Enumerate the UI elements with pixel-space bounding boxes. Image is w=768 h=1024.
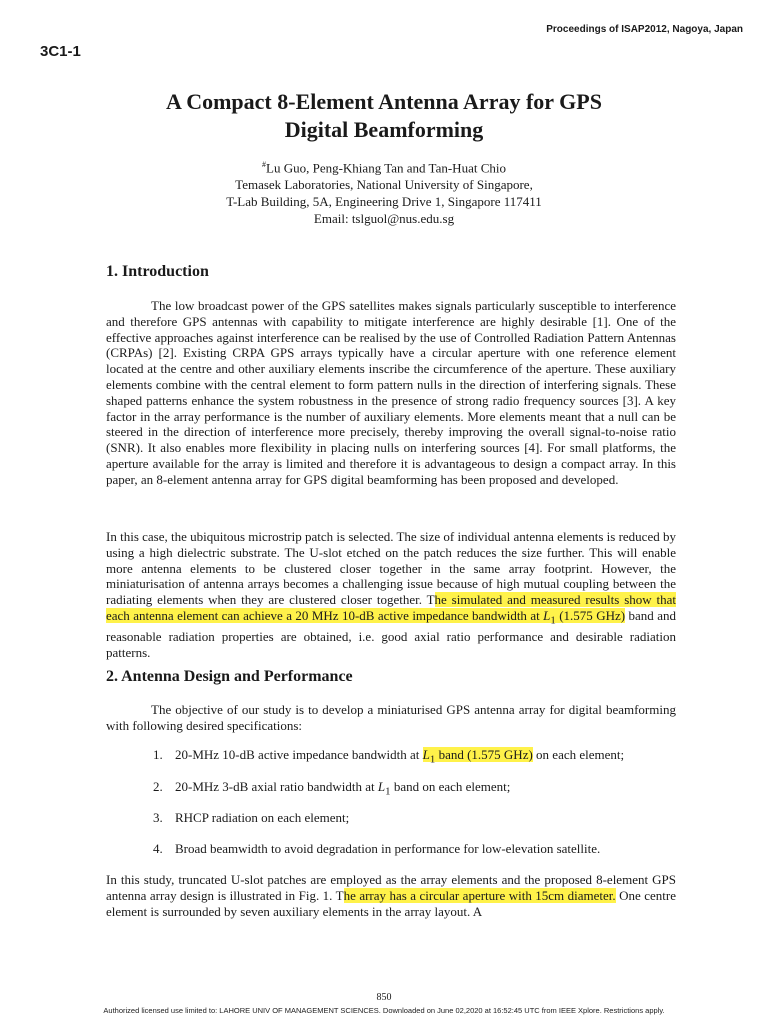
list-number: 1.	[153, 747, 163, 762]
design-intro-paragraph: The objective of our study is to develop a miniaturised GPS antenna array for digital beamforming with following desired specifications:	[106, 702, 676, 733]
list-text-post: band on each element;	[390, 779, 511, 794]
list-text: 20-MHz 3-dB axial ratio bandwidth at	[175, 779, 378, 794]
author-email: Email: tslguol@nus.edu.sg	[313, 211, 455, 227]
page-number: 850	[376, 992, 392, 1003]
list-text: RHCP radiation on each element;	[175, 810, 350, 825]
intro-paragraph-1: The low broadcast power of the GPS satellites makes signals particularly susceptible to interference and therefore GPS antennas with capability to mitigate interference are highly desirable [1]. One of the effective approaches against interference can be realised by the use of Controlled Radiation Pattern Antennas (CRPAs) [2]. Existing CRPA GPS arrays typically have a circular aperture with one reference element located at the centre and other auxiliary elements inscribe the circumference of the aperture. These auxiliary elements combine with the central element to form pattern nulls in the direction of interfering signals. These shaped patterns enhance the system robustness in the presence of strong radio frequency sources [3]. A key factor in the array performance is the number of auxiliary elements. More elements meant that a null can be steered in the direction of interference more precisely, thereby improving the overall signal-to-noise ratio (SNR). It also enables more flexibility in placing nulls on interfering sources [4]. For small platforms, the aperture available for the array is limited and therefore it is advantageous to design a compact array. In this paper, an 8-element antenna array for GPS digital beamforming has been proposed and developed.	[106, 298, 676, 487]
author-block	[0, 156, 768, 227]
spec-list-item-1	[153, 747, 673, 768]
band-subscript: 1	[429, 753, 436, 766]
spec-list-item-2	[153, 779, 673, 800]
band-subscript: 1	[550, 614, 556, 627]
list-text: Broad beamwidth to avoid degradation in performance for low-elevation satellite.	[175, 841, 601, 856]
section-heading-introduction: 1. Introduction	[106, 263, 209, 280]
intro-paragraph-2	[106, 529, 676, 661]
closing-text-b: One centre element is surrounded by seven auxiliary elements in the array layout. A	[106, 887, 676, 919]
license-footer: Authorized licensed use limited to: LAHORE UNIV OF MANAGEMENT SCIENCES. Downloaded on June 02,2020 at 16:52:45 UTC from IEEE Xplore. Restrictions apply.	[103, 1006, 665, 1015]
section-heading-design: 2. Antenna Design and Performance	[106, 668, 353, 685]
paper-title-line1: A Compact 8-Element Antenna Array for GPS	[166, 89, 602, 114]
list-text-post: on each element;	[532, 747, 625, 762]
spec-list-item-4	[153, 841, 673, 857]
highlighted-aperture: he array has a circular aperture with 15cm diameter.	[343, 887, 616, 903]
author-names-text: Lu Guo, Peng-Khiang Tan and Tan-Huat Chio	[266, 160, 506, 176]
highlight-text-2: (1.575 GHz)	[555, 607, 626, 623]
intro-paragraph-2-text-a: In this case, the ubiquitous microstrip patch is selected. The size of individual antenna elements is reduced by using a high dielectric substrate. The U-slot etched on the patch reduces the size further. This will enable more antenna elements to be clustered closer together in the same array footprint. However, the miniaturisation of antenna arrays becomes a challenging issue because of high mutual coupling between the radiating elements when they are clustered closer together. T	[106, 529, 676, 608]
band-subscript: 1	[385, 785, 391, 798]
list-number: 4.	[153, 841, 163, 856]
intro-paragraph-2-text-b: band and reasonable radiation properties are obtained, i.e. good axial ratio performance and desirable radiation patterns.	[106, 607, 676, 661]
author-address: T-Lab Building, 5A, Engineering Drive 1, Singapore 117411	[226, 194, 542, 210]
band-symbol: L	[422, 747, 430, 762]
list-text: 20-MHz 10-dB active impedance bandwidth at	[175, 747, 423, 762]
proceedings-header: Proceedings of ISAP2012, Nagoya, Japan	[546, 24, 743, 35]
highlighted-band	[422, 747, 533, 766]
highlight-text: band (1.575 GHz)	[435, 747, 533, 762]
spec-list-item-3	[153, 810, 673, 826]
corresponding-mark: #	[262, 160, 267, 169]
session-code: 3C1-1	[40, 43, 81, 60]
closing-text-a: In this study, truncated U-slot patches are employed as the array elements and the proposed 8-element GPS antenna array design is illustrated in Fig. 1. T	[106, 872, 676, 903]
list-number: 2.	[153, 779, 163, 794]
band-symbol: L	[377, 779, 386, 794]
band-symbol: L	[543, 607, 551, 623]
highlight-text: he simulated and measured results show that each antenna element can achieve a 20 MHz 10-dB active impedance bandwidth at	[106, 592, 676, 623]
paper-title	[0, 88, 768, 144]
author-affiliation: Temasek Laboratories, National University of Singapore,	[235, 177, 533, 193]
design-closing-paragraph	[106, 872, 676, 919]
paper-title-line2: Digital Beamforming	[284, 117, 484, 142]
list-number: 3.	[153, 810, 163, 825]
author-names	[0, 156, 768, 176]
